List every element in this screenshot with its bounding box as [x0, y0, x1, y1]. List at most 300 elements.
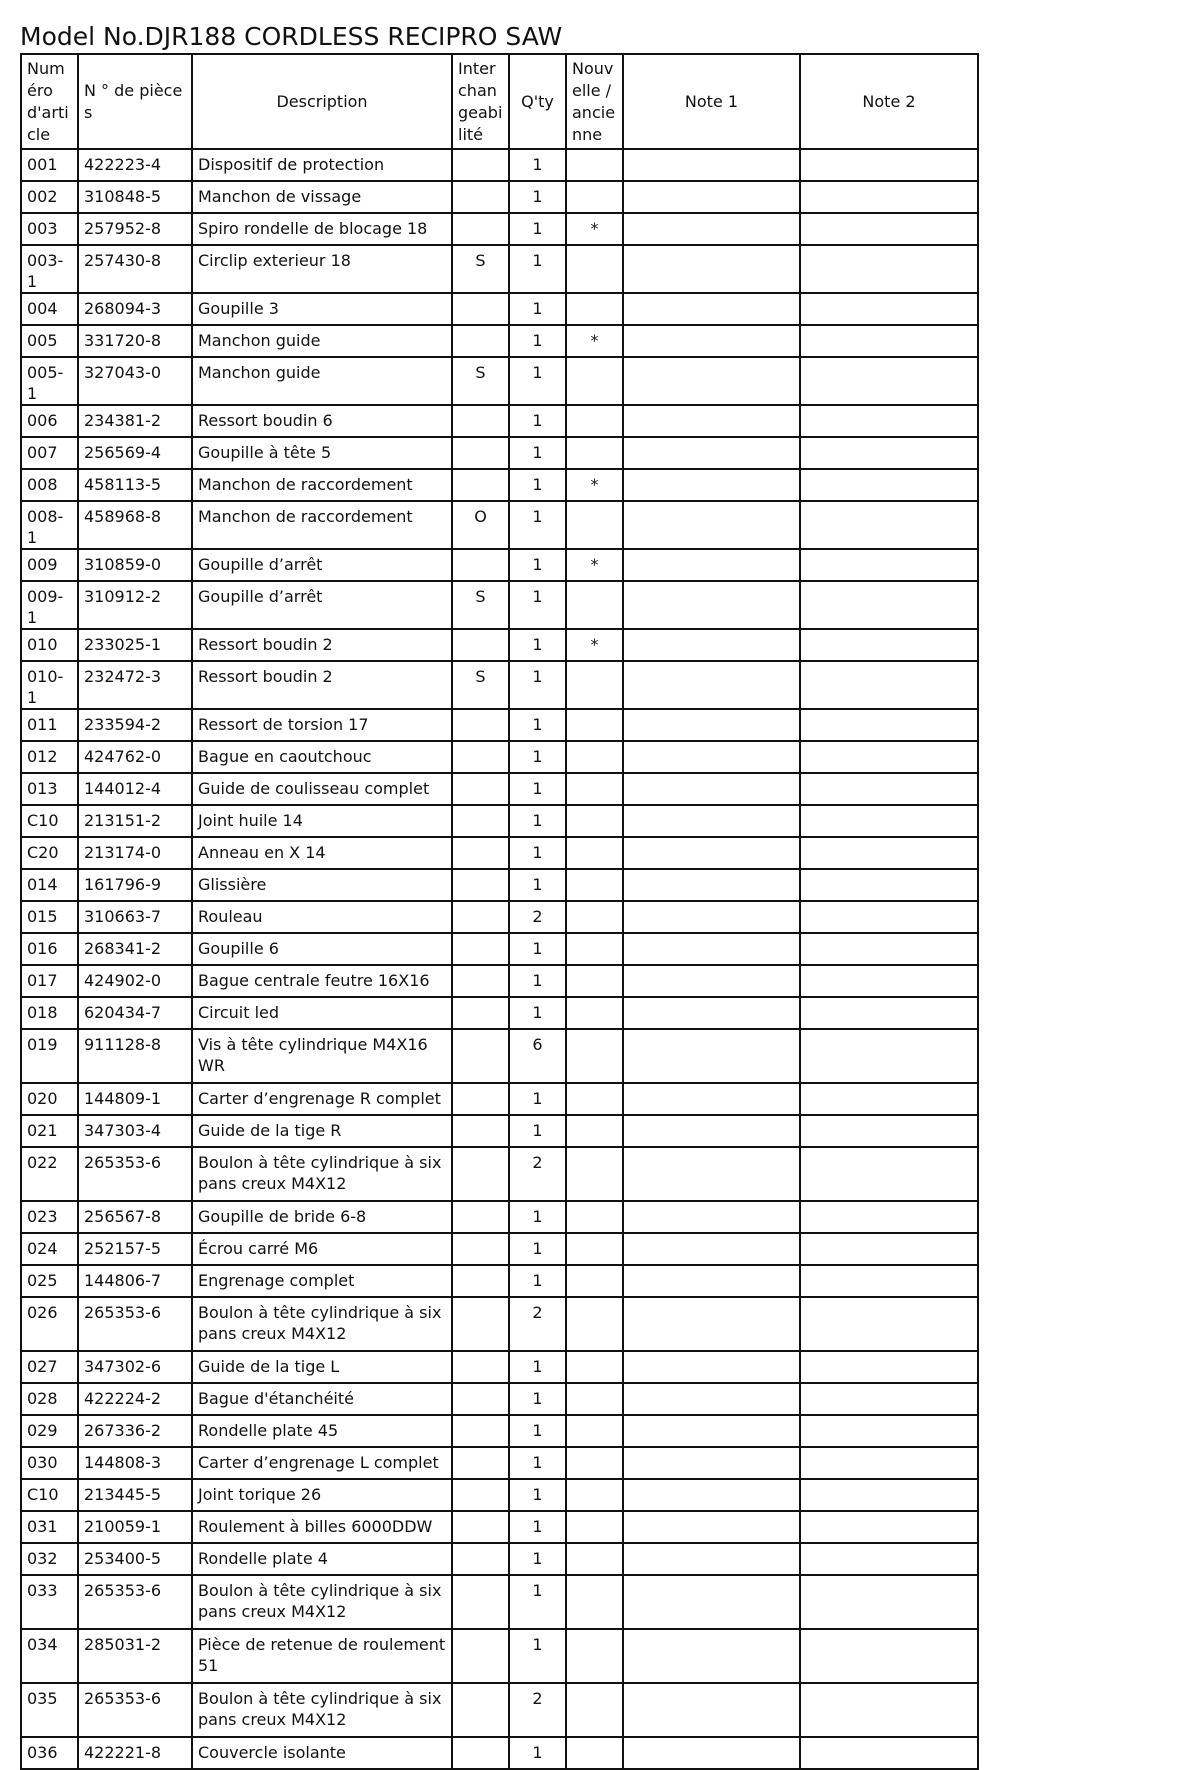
table-row: [21, 965, 978, 997]
qty-cell: 1: [509, 1083, 566, 1115]
item-no-cell: 024: [21, 1233, 78, 1265]
new-old-cell: *: [566, 549, 623, 581]
new-old-cell: [566, 1447, 623, 1479]
header-new-old: Nouvelle / ancienne: [566, 54, 623, 149]
new-old-cell: [566, 997, 623, 1029]
qty-cell: 1: [509, 869, 566, 901]
table-row: [21, 1297, 978, 1351]
part-no-cell: 331720-8: [78, 325, 192, 357]
note-1-cell: [623, 213, 800, 245]
table-row: [21, 1083, 978, 1115]
table-row: [21, 869, 978, 901]
item-no-cell: C20: [21, 837, 78, 869]
interchangeability-cell: [452, 1629, 509, 1683]
note-2-cell: [800, 1297, 978, 1351]
qty-cell: 1: [509, 997, 566, 1029]
item-no-cell: 008: [21, 469, 78, 501]
note-1-cell: [623, 245, 800, 293]
new-old-cell: *: [566, 213, 623, 245]
qty-cell: 1: [509, 965, 566, 997]
new-old-cell: [566, 405, 623, 437]
description-cell: Ressort boudin 2: [192, 661, 452, 709]
interchangeability-cell: [452, 629, 509, 661]
new-old-cell: [566, 1511, 623, 1543]
new-old-cell: [566, 1265, 623, 1297]
note-1-cell: [623, 965, 800, 997]
note-2-cell: [800, 1201, 978, 1233]
part-no-cell: 347302-6: [78, 1351, 192, 1383]
header-note-2: Note 2: [800, 54, 978, 149]
qty-cell: 6: [509, 1029, 566, 1083]
new-old-cell: [566, 1415, 623, 1447]
part-no-cell: 310859-0: [78, 549, 192, 581]
interchangeability-cell: [452, 1147, 509, 1201]
interchangeability-cell: [452, 1115, 509, 1147]
header-part-no: N ° de pièces: [78, 54, 192, 149]
note-2-cell: [800, 1629, 978, 1683]
new-old-cell: [566, 1575, 623, 1629]
note-1-cell: [623, 501, 800, 549]
interchangeability-cell: [452, 325, 509, 357]
note-2-cell: [800, 1265, 978, 1297]
part-no-cell: 265353-6: [78, 1683, 192, 1737]
note-2-cell: [800, 405, 978, 437]
table-row: [21, 501, 978, 549]
new-old-cell: [566, 869, 623, 901]
interchangeability-cell: [452, 1029, 509, 1083]
table-row: [21, 1265, 978, 1297]
qty-cell: 2: [509, 1297, 566, 1351]
new-old-cell: [566, 1737, 623, 1769]
table-row: [21, 1683, 978, 1737]
item-no-cell: 005-1: [21, 357, 78, 405]
table-row: [21, 709, 978, 741]
qty-cell: 1: [509, 1543, 566, 1575]
item-no-cell: 011: [21, 709, 78, 741]
item-no-cell: 036: [21, 1737, 78, 1769]
note-1-cell: [623, 837, 800, 869]
qty-cell: 1: [509, 1201, 566, 1233]
note-2-cell: [800, 437, 978, 469]
item-no-cell: 020: [21, 1083, 78, 1115]
new-old-cell: [566, 1383, 623, 1415]
note-2-cell: [800, 629, 978, 661]
part-no-cell: 310912-2: [78, 581, 192, 629]
table-row: [21, 245, 978, 293]
item-no-cell: 012: [21, 741, 78, 773]
description-cell: Couvercle isolante: [192, 1737, 452, 1769]
item-no-cell: 019: [21, 1029, 78, 1083]
new-old-cell: [566, 149, 623, 181]
note-1-cell: [623, 1201, 800, 1233]
new-old-cell: [566, 581, 623, 629]
new-old-cell: [566, 805, 623, 837]
interchangeability-cell: [452, 1447, 509, 1479]
item-no-cell: 009: [21, 549, 78, 581]
interchangeability-cell: [452, 1543, 509, 1575]
part-no-cell: 310663-7: [78, 901, 192, 933]
new-old-cell: [566, 1233, 623, 1265]
new-old-cell: *: [566, 629, 623, 661]
note-1-cell: [623, 1543, 800, 1575]
note-2-cell: [800, 1083, 978, 1115]
table-header-row: [21, 54, 978, 149]
note-1-cell: [623, 1029, 800, 1083]
note-1-cell: [623, 901, 800, 933]
interchangeability-cell: [452, 1683, 509, 1737]
description-cell: Ressort boudin 2: [192, 629, 452, 661]
table-row: [21, 469, 978, 501]
table-row: [21, 1543, 978, 1575]
description-cell: Ressort boudin 6: [192, 405, 452, 437]
item-no-cell: 018: [21, 997, 78, 1029]
interchangeability-cell: [452, 437, 509, 469]
part-no-cell: 422224-2: [78, 1383, 192, 1415]
description-cell: Dispositif de protection: [192, 149, 452, 181]
new-old-cell: [566, 901, 623, 933]
note-1-cell: [623, 709, 800, 741]
part-no-cell: 210059-1: [78, 1511, 192, 1543]
qty-cell: 1: [509, 837, 566, 869]
part-no-cell: 213174-0: [78, 837, 192, 869]
description-cell: Goupille 3: [192, 293, 452, 325]
interchangeability-cell: [452, 741, 509, 773]
note-1-cell: [623, 1297, 800, 1351]
table-row: [21, 549, 978, 581]
interchangeability-cell: S: [452, 661, 509, 709]
qty-cell: 1: [509, 629, 566, 661]
item-no-cell: 017: [21, 965, 78, 997]
note-1-cell: [623, 549, 800, 581]
part-no-cell: 253400-5: [78, 1543, 192, 1575]
item-no-cell: 031: [21, 1511, 78, 1543]
table-row: [21, 1351, 978, 1383]
interchangeability-cell: [452, 1233, 509, 1265]
part-no-cell: 256567-8: [78, 1201, 192, 1233]
part-no-cell: 285031-2: [78, 1629, 192, 1683]
qty-cell: 1: [509, 1115, 566, 1147]
new-old-cell: [566, 357, 623, 405]
note-2-cell: [800, 1115, 978, 1147]
item-no-cell: 004: [21, 293, 78, 325]
qty-cell: 1: [509, 469, 566, 501]
part-no-cell: 265353-6: [78, 1575, 192, 1629]
note-2-cell: [800, 933, 978, 965]
interchangeability-cell: [452, 901, 509, 933]
interchangeability-cell: [452, 1737, 509, 1769]
note-1-cell: [623, 1575, 800, 1629]
description-cell: Vis à tête cylindrique M4X16 WR: [192, 1029, 452, 1083]
interchangeability-cell: [452, 805, 509, 837]
description-cell: Goupille de bride 6-8: [192, 1201, 452, 1233]
new-old-cell: [566, 437, 623, 469]
qty-cell: 2: [509, 1683, 566, 1737]
item-no-cell: 010-1: [21, 661, 78, 709]
description-cell: Pièce de retenue de roulement 51: [192, 1629, 452, 1683]
interchangeability-cell: [452, 1201, 509, 1233]
item-no-cell: 025: [21, 1265, 78, 1297]
interchangeability-cell: [452, 405, 509, 437]
qty-cell: 1: [509, 581, 566, 629]
table-row: [21, 1737, 978, 1769]
note-2-cell: [800, 997, 978, 1029]
part-no-cell: 144808-3: [78, 1447, 192, 1479]
new-old-cell: [566, 661, 623, 709]
table-row: [21, 1447, 978, 1479]
new-old-cell: [566, 709, 623, 741]
item-no-cell: 013: [21, 773, 78, 805]
part-no-cell: 458968-8: [78, 501, 192, 549]
part-no-cell: 252157-5: [78, 1233, 192, 1265]
table-row: [21, 1415, 978, 1447]
table-row: [21, 1233, 978, 1265]
note-1-cell: [623, 581, 800, 629]
table-row: [21, 1147, 978, 1201]
table-row: [21, 901, 978, 933]
interchangeability-cell: [452, 1511, 509, 1543]
table-row: [21, 773, 978, 805]
qty-cell: 1: [509, 1511, 566, 1543]
item-no-cell: 003-1: [21, 245, 78, 293]
note-1-cell: [623, 405, 800, 437]
description-cell: Guide de la tige L: [192, 1351, 452, 1383]
part-no-cell: 144806-7: [78, 1265, 192, 1297]
part-no-cell: 422223-4: [78, 149, 192, 181]
qty-cell: 1: [509, 709, 566, 741]
description-cell: Manchon guide: [192, 357, 452, 405]
description-cell: Rouleau: [192, 901, 452, 933]
part-no-cell: 267336-2: [78, 1415, 192, 1447]
new-old-cell: *: [566, 469, 623, 501]
parts-table: [20, 53, 979, 1770]
qty-cell: 1: [509, 357, 566, 405]
note-1-cell: [623, 661, 800, 709]
description-cell: Manchon guide: [192, 325, 452, 357]
note-1-cell: [623, 997, 800, 1029]
interchangeability-cell: O: [452, 501, 509, 549]
item-no-cell: 016: [21, 933, 78, 965]
note-1-cell: [623, 1351, 800, 1383]
item-no-cell: 021: [21, 1115, 78, 1147]
item-no-cell: 026: [21, 1297, 78, 1351]
note-2-cell: [800, 709, 978, 741]
part-no-cell: 327043-0: [78, 357, 192, 405]
table-row: [21, 581, 978, 629]
description-cell: Roulement à billes 6000DDW: [192, 1511, 452, 1543]
interchangeability-cell: [452, 965, 509, 997]
note-2-cell: [800, 357, 978, 405]
new-old-cell: [566, 1351, 623, 1383]
note-1-cell: [623, 933, 800, 965]
note-1-cell: [623, 1629, 800, 1683]
note-1-cell: [623, 1511, 800, 1543]
item-no-cell: 029: [21, 1415, 78, 1447]
qty-cell: 1: [509, 549, 566, 581]
interchangeability-cell: [452, 293, 509, 325]
note-2-cell: [800, 805, 978, 837]
table-row: [21, 181, 978, 213]
note-2-cell: [800, 837, 978, 869]
interchangeability-cell: [452, 1297, 509, 1351]
note-1-cell: [623, 1447, 800, 1479]
item-no-cell: 035: [21, 1683, 78, 1737]
interchangeability-cell: [452, 213, 509, 245]
description-cell: Guide de la tige R: [192, 1115, 452, 1147]
interchangeability-cell: [452, 549, 509, 581]
part-no-cell: 213445-5: [78, 1479, 192, 1511]
note-1-cell: [623, 1479, 800, 1511]
part-no-cell: 268094-3: [78, 293, 192, 325]
part-no-cell: 233025-1: [78, 629, 192, 661]
note-2-cell: [800, 1479, 978, 1511]
table-row: [21, 1629, 978, 1683]
description-cell: Carter d’engrenage L complet: [192, 1447, 452, 1479]
qty-cell: 1: [509, 1737, 566, 1769]
description-cell: Glissière: [192, 869, 452, 901]
description-cell: Goupille d’arrêt: [192, 581, 452, 629]
document-title: Model No.DJR188 CORDLESS RECIPRO SAW: [20, 22, 563, 51]
note-2-cell: [800, 1415, 978, 1447]
description-cell: Écrou carré M6: [192, 1233, 452, 1265]
table-row: [21, 325, 978, 357]
description-cell: Bague d'étanchéité: [192, 1383, 452, 1415]
interchangeability-cell: [452, 933, 509, 965]
note-2-cell: [800, 245, 978, 293]
note-1-cell: [623, 1737, 800, 1769]
note-2-cell: [800, 1737, 978, 1769]
interchangeability-cell: S: [452, 581, 509, 629]
table-row: [21, 149, 978, 181]
part-no-cell: 424902-0: [78, 965, 192, 997]
table-row: [21, 997, 978, 1029]
interchangeability-cell: [452, 1415, 509, 1447]
note-1-cell: [623, 1233, 800, 1265]
description-cell: Spiro rondelle de blocage 18: [192, 213, 452, 245]
item-no-cell: 023: [21, 1201, 78, 1233]
qty-cell: 1: [509, 149, 566, 181]
note-2-cell: [800, 181, 978, 213]
qty-cell: 1: [509, 1383, 566, 1415]
item-no-cell: 005: [21, 325, 78, 357]
part-no-cell: 265353-6: [78, 1147, 192, 1201]
item-no-cell: 015: [21, 901, 78, 933]
note-1-cell: [623, 437, 800, 469]
part-no-cell: 233594-2: [78, 709, 192, 741]
part-no-cell: 347303-4: [78, 1115, 192, 1147]
part-no-cell: 458113-5: [78, 469, 192, 501]
new-old-cell: [566, 1201, 623, 1233]
note-2-cell: [800, 293, 978, 325]
note-2-cell: [800, 581, 978, 629]
note-2-cell: [800, 1233, 978, 1265]
new-old-cell: [566, 1629, 623, 1683]
interchangeability-cell: [452, 837, 509, 869]
table-row: [21, 933, 978, 965]
table-row: [21, 293, 978, 325]
description-cell: Joint torique 26: [192, 1479, 452, 1511]
description-cell: Manchon de raccordement: [192, 469, 452, 501]
note-1-cell: [623, 469, 800, 501]
part-no-cell: 144809-1: [78, 1083, 192, 1115]
item-no-cell: 022: [21, 1147, 78, 1201]
qty-cell: 1: [509, 325, 566, 357]
item-no-cell: 003: [21, 213, 78, 245]
part-no-cell: 213151-2: [78, 805, 192, 837]
note-1-cell: [623, 805, 800, 837]
description-cell: Rondelle plate 45: [192, 1415, 452, 1447]
parts-table-body: [21, 149, 978, 1769]
qty-cell: 1: [509, 1575, 566, 1629]
part-no-cell: 234381-2: [78, 405, 192, 437]
table-row: [21, 1115, 978, 1147]
header-description: Description: [192, 54, 452, 149]
item-no-cell: 008-1: [21, 501, 78, 549]
qty-cell: 1: [509, 1629, 566, 1683]
interchangeability-cell: [452, 181, 509, 213]
note-1-cell: [623, 1383, 800, 1415]
qty-cell: 1: [509, 1233, 566, 1265]
header-note-1: Note 1: [623, 54, 800, 149]
table-row: [21, 629, 978, 661]
qty-cell: 1: [509, 405, 566, 437]
note-2-cell: [800, 965, 978, 997]
part-no-cell: 268341-2: [78, 933, 192, 965]
table-row: [21, 357, 978, 405]
new-old-cell: [566, 1083, 623, 1115]
qty-cell: 1: [509, 1415, 566, 1447]
note-2-cell: [800, 1575, 978, 1629]
table-row: [21, 1575, 978, 1629]
note-2-cell: [800, 1447, 978, 1479]
note-1-cell: [623, 869, 800, 901]
part-no-cell: 256569-4: [78, 437, 192, 469]
qty-cell: 1: [509, 773, 566, 805]
note-1-cell: [623, 1683, 800, 1737]
note-2-cell: [800, 149, 978, 181]
interchangeability-cell: [452, 149, 509, 181]
note-1-cell: [623, 357, 800, 405]
note-2-cell: [800, 773, 978, 805]
table-row: [21, 661, 978, 709]
note-2-cell: [800, 1511, 978, 1543]
new-old-cell: *: [566, 325, 623, 357]
interchangeability-cell: [452, 1575, 509, 1629]
note-2-cell: [800, 1147, 978, 1201]
new-old-cell: [566, 837, 623, 869]
qty-cell: 1: [509, 741, 566, 773]
qty-cell: 1: [509, 437, 566, 469]
description-cell: Goupille d’arrêt: [192, 549, 452, 581]
qty-cell: 1: [509, 1479, 566, 1511]
note-1-cell: [623, 1147, 800, 1201]
new-old-cell: [566, 933, 623, 965]
qty-cell: 1: [509, 181, 566, 213]
qty-cell: 1: [509, 933, 566, 965]
note-2-cell: [800, 1351, 978, 1383]
note-2-cell: [800, 1029, 978, 1083]
qty-cell: 1: [509, 1351, 566, 1383]
table-row: [21, 837, 978, 869]
new-old-cell: [566, 293, 623, 325]
note-2-cell: [800, 661, 978, 709]
item-no-cell: 030: [21, 1447, 78, 1479]
interchangeability-cell: [452, 709, 509, 741]
description-cell: Manchon de vissage: [192, 181, 452, 213]
new-old-cell: [566, 245, 623, 293]
qty-cell: 2: [509, 1147, 566, 1201]
item-no-cell: C10: [21, 805, 78, 837]
qty-cell: 1: [509, 805, 566, 837]
